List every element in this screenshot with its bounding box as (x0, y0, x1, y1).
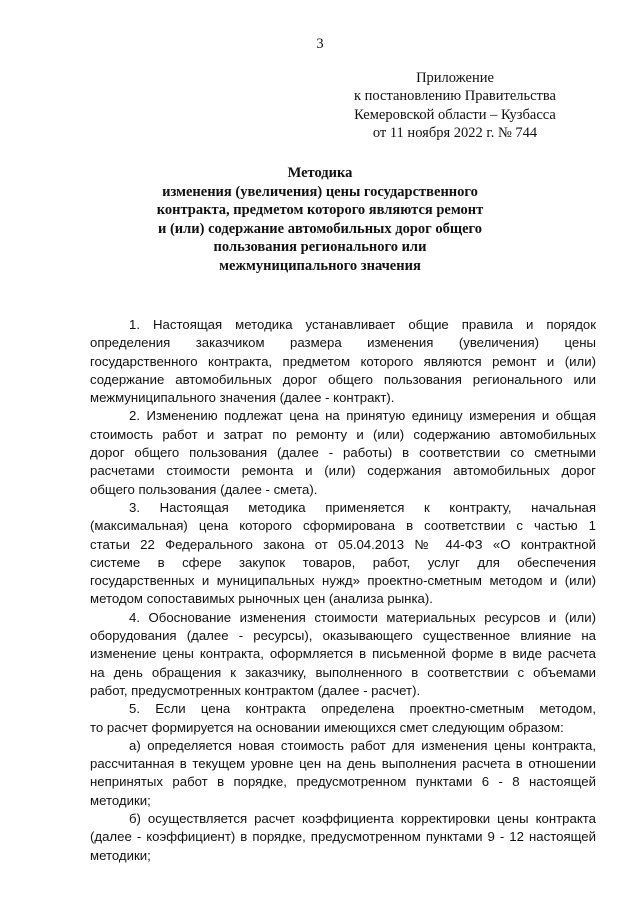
text-line: то расчет формируется на основании имеющихся смет следующим образом: (90, 719, 564, 735)
appendix-line: Кемеровской области – Кузбасса (354, 106, 556, 123)
text-line: дорог общего пользования (далее - работы) в соответствии со сметными (90, 445, 596, 461)
text-line: непринятых работ в порядке, предусмотренном пунктами 6 - 8 настоящей (90, 774, 596, 790)
text-line: расчетами стоимости ремонта и (или) содержания автомобильных дорог (90, 463, 596, 479)
text-line: государственных и муниципальных нужд» проектно-сметным методом и (или) (90, 573, 596, 589)
document-title (0, 164, 640, 275)
paragraph-5 (90, 700, 596, 737)
text-line: государственного контракта, предметом которого являются ремонт и (или) (90, 353, 596, 369)
title-line: пользования регионального или (213, 239, 427, 255)
text-line: 3. Настоящая методика применяется к контракту, начальная (129, 499, 596, 515)
text-line: изменение цены контракта, оформляется в письменной форме в виде расчета (90, 646, 596, 662)
document-body (90, 316, 596, 865)
text-line: (далее - коэффициент) в порядке, предусмотренном пунктами 9 - 12 настоящей (90, 829, 596, 845)
text-line: на день обращения к заказчику, выполненного в соответствии с объемами (90, 664, 596, 680)
paragraph-3 (90, 499, 596, 609)
title-line: изменения (увеличения) цены государственного (162, 183, 478, 200)
page-number: 3 (316, 36, 324, 52)
paragraph-1 (90, 316, 596, 407)
paragraph-4 (90, 609, 596, 700)
text-line: методики; (90, 847, 151, 863)
text-line: 2. Изменению подлежат цена на принятую единицу измерения и общая (129, 408, 596, 424)
text-line: оборудования (далее - ресурсы), оказывающего существенное влияние на (90, 628, 596, 644)
text-line: рассчитанная в текущем уровне цен на день выполнения расчета в отношении (90, 756, 596, 772)
text-line: методики; (90, 792, 151, 808)
paragraph-2 (90, 407, 596, 498)
text-line: а) определяется новая стоимость работ для изменения цены контракта, (129, 737, 596, 753)
text-line: содержание автомобильных дорог общего пользования регионального или (90, 371, 596, 387)
appendix-line: Приложение (416, 70, 494, 86)
text-line: 1. Настоящая методика устанавливает общие правила и порядок (129, 317, 596, 332)
text-line: 4. Обоснование изменения стоимости материальных ресурсов и (или) (129, 609, 596, 625)
text-line: б) осуществляется расчет коэффициента корректировки цены контракта (129, 811, 596, 827)
subparagraph-b (90, 810, 596, 865)
title-line: межмуниципального значения (219, 257, 421, 274)
text-line: стоимость работ и затрат по ремонту и (или) содержанию автомобильных (90, 426, 596, 442)
text-line: межмуниципального значения (далее - контракт). (90, 390, 395, 406)
text-line: методом сопоставимых рыночных цен (анализа рынка). (90, 591, 433, 607)
text-line: статьи 22 Федерального закона от 05.04.2013 № 44-ФЗ «О контрактной (90, 536, 596, 552)
title-line: и (или) содержание автомобильных дорог общего (157, 220, 483, 237)
subparagraph-a (90, 737, 596, 810)
text-line: определения заказчиком размера изменения (увеличения) цены (90, 335, 596, 351)
text-line: общего пользования (далее - смета). (90, 481, 318, 497)
text-line: системе в сфере закупок товаров, работ, услуг для обеспечения (90, 554, 596, 570)
title-line: контракта, предметом которого являются ремонт (156, 202, 484, 218)
title-line: Методика (287, 165, 353, 181)
text-line: 5. Если цена контракта определена проектно-сметным методом, (129, 701, 596, 717)
text-line: (максимальная) цена которого сформирована в соответствии с частью 1 (90, 518, 596, 534)
appendix-line: от 11 ноября 2022 г. № 744 (372, 124, 538, 141)
text-line: работ, предусмотренных контрактом (далее - расчет). (90, 682, 421, 698)
appendix-block (354, 69, 556, 142)
appendix-line: к постановлению Правительства (354, 88, 556, 105)
